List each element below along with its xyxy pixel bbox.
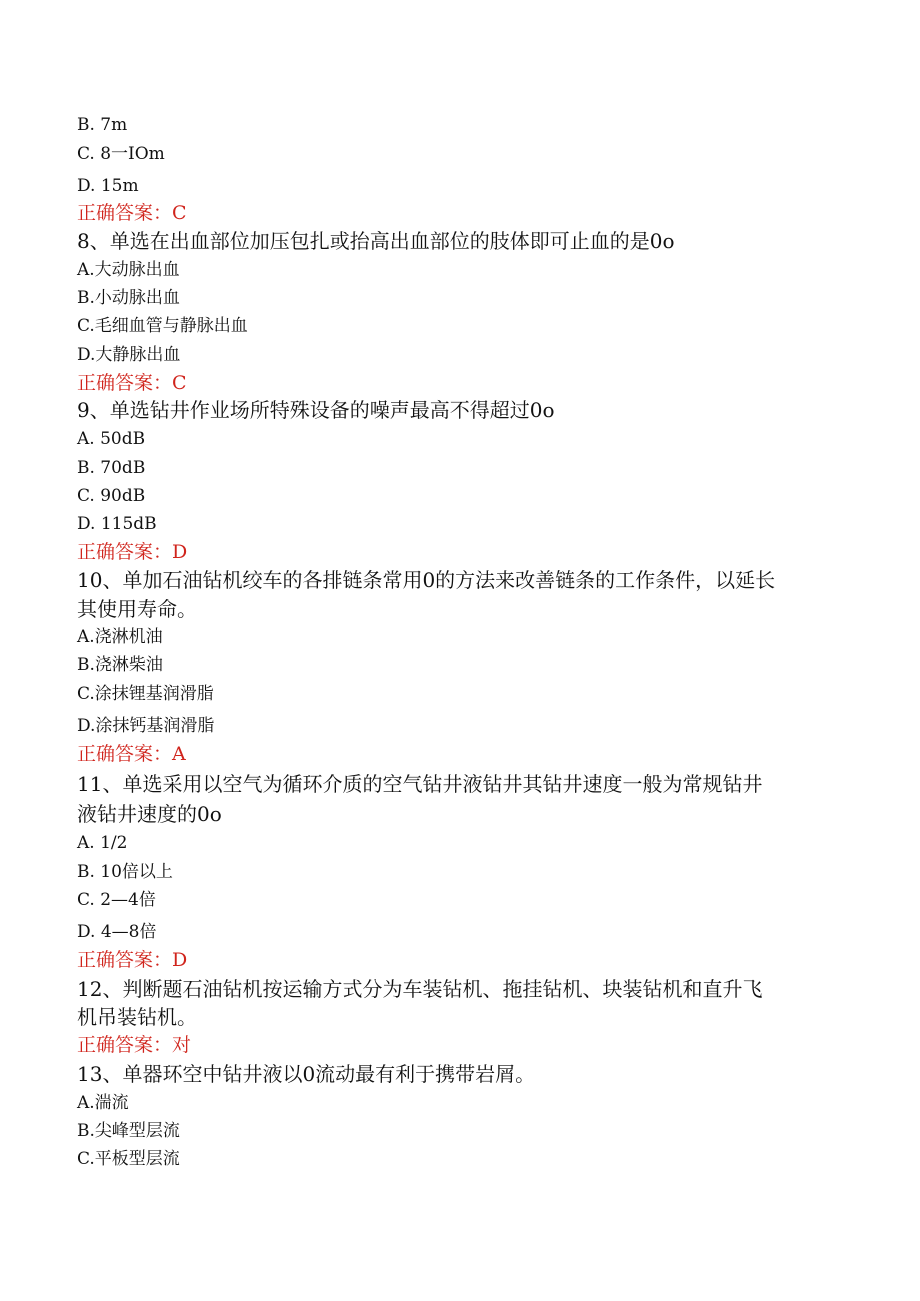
option-d-q8: D.大静脉出血 — [77, 345, 181, 365]
answer-q7 — [77, 201, 187, 225]
option-b-q10: B.浇淋柴油 — [77, 655, 163, 675]
option-b-q9: B. 70dB — [77, 458, 146, 478]
question-10: 10、单加石油钻机绞车的各排链条常用0的方法来改善链条的工作条件，以延长 — [77, 568, 776, 592]
option-b-q11: B. 10倍以上 — [77, 862, 173, 882]
answer-q9 — [77, 540, 187, 564]
option-b-q7: B. 7m — [77, 115, 128, 135]
answer-label: 正确答案： — [77, 1034, 173, 1056]
option-c-q8: C.毛细血管与静脉出血 — [77, 316, 248, 336]
option-b-q8: B.小动脉出血 — [77, 288, 180, 308]
answer-q11 — [77, 948, 187, 972]
question-11-cont: 液钻井速度的0o — [77, 802, 222, 826]
option-a-q13: A.湍流 — [77, 1093, 129, 1113]
option-d-q7: D. 15m — [77, 176, 139, 196]
option-c-q10: C.涂抹锂基润滑脂 — [77, 684, 214, 704]
answer-value: D — [172, 949, 188, 971]
answer-q10 — [77, 742, 186, 766]
option-c-q7: C. 8一IOm — [77, 144, 165, 164]
question-10-cont: 其使用寿命。 — [77, 597, 197, 621]
question-9: 9、单选钻井作业场所特殊设备的噪声最高不得超过0o — [77, 398, 555, 422]
option-b-q13: B.尖峰型层流 — [77, 1121, 180, 1141]
answer-q12 — [77, 1033, 191, 1057]
question-12-cont: 机吊装钻机。 — [77, 1005, 197, 1029]
option-a-q9: A. 50dB — [77, 429, 146, 449]
option-c-q13: C.平板型层流 — [77, 1149, 180, 1169]
question-8: 8、单选在出血部位加压包扎或抬高出血部位的肢体即可止血的是0o — [77, 229, 675, 253]
question-11: 11、单选采用以空气为循环介质的空气钻井液钻井其钻井速度一般为常规钻井 — [77, 772, 763, 796]
answer-label: 正确答案： — [77, 949, 173, 971]
option-d-q9: D. 115dB — [77, 514, 157, 534]
answer-label: 正确答案： — [77, 202, 173, 224]
answer-value: C — [172, 202, 187, 224]
answer-value: D — [172, 541, 188, 563]
answer-value: A — [172, 743, 186, 765]
option-a-q10: A.浇淋机油 — [77, 627, 163, 647]
option-a-q11: A. 1/2 — [77, 833, 128, 853]
question-12: 12、判断题石油钻机按运输方式分为车装钻机、拖挂钻机、块装钻机和直升飞 — [77, 977, 763, 1001]
option-d-q10: D.涂抹钙基润滑脂 — [77, 716, 215, 736]
question-13: 13、单器环空中钻井液以0流动最有利于携带岩屑。 — [77, 1062, 536, 1086]
answer-value: C — [172, 372, 187, 394]
answer-q8 — [77, 371, 187, 395]
answer-label: 正确答案： — [77, 743, 173, 765]
option-c-q11: C. 2—4倍 — [77, 890, 156, 910]
answer-label: 正确答案： — [77, 372, 173, 394]
option-d-q11: D. 4—8倍 — [77, 922, 157, 942]
option-a-q8: A.大动脉出血 — [77, 260, 180, 280]
option-c-q9: C. 90dB — [77, 486, 146, 506]
answer-label: 正确答案： — [77, 541, 173, 563]
answer-value: 对 — [172, 1034, 192, 1056]
